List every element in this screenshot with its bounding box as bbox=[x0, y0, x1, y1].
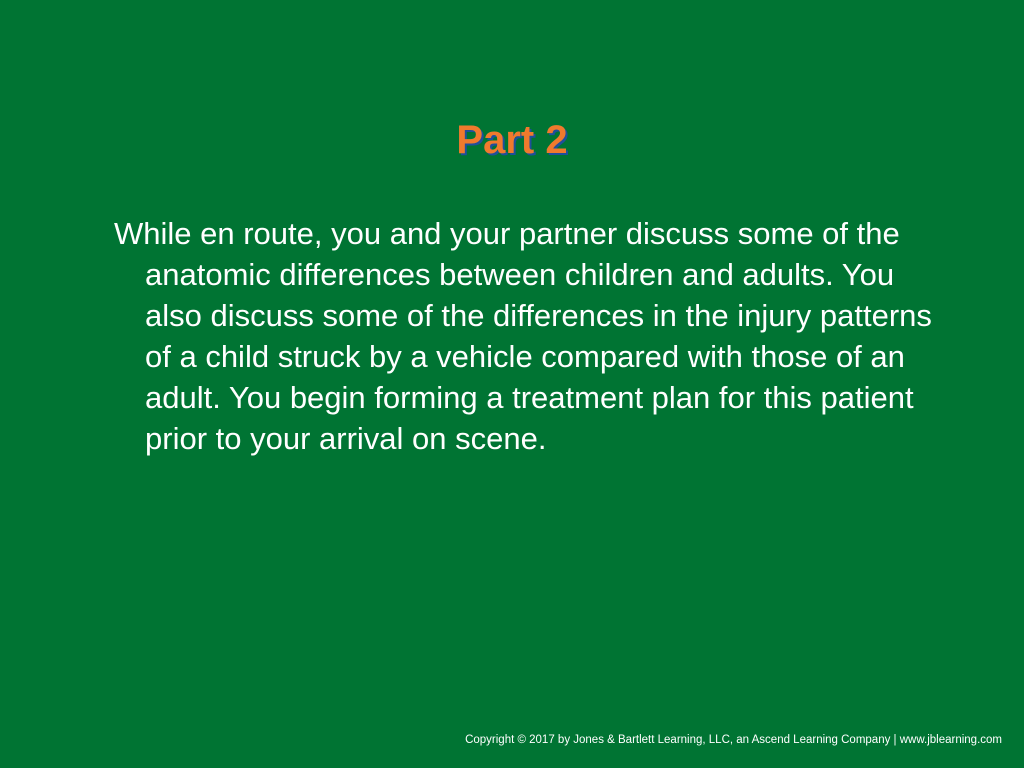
copyright-footer: Copyright © 2017 by Jones & Bartlett Learning, LLC, an Ascend Learning Company | www.jblearning.com bbox=[465, 734, 1002, 746]
slide-body-text: While en route, you and your partner discuss some of the anatomic differences between children and adults. You also discuss some of the differences in the injury patterns of a child struck by a vehicle compared with those of an adult. You begin forming a treatment plan for this patient prior to your arrival on scene. bbox=[114, 216, 932, 456]
slide-title: Part 2 bbox=[456, 118, 568, 162]
